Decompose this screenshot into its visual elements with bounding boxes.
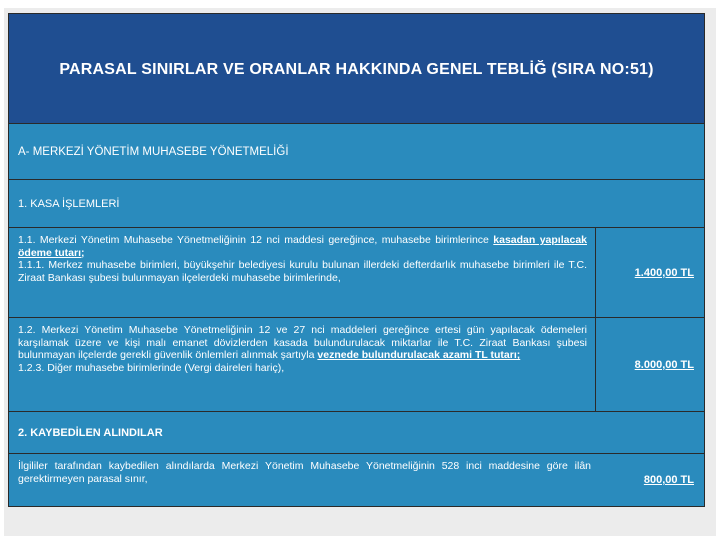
item-1-2-amount-cell (596, 318, 704, 411)
item-1-1-description (9, 228, 596, 317)
item-2-amount: 800,00 TL (643, 474, 694, 486)
table-row-1-2 (9, 318, 704, 412)
item-1-2-description (9, 318, 596, 411)
item-2-amount-cell (599, 454, 704, 506)
item-1-1-amount: 1.400,00 TL (634, 266, 694, 279)
section-1-row (9, 180, 704, 228)
item-1-1-1-text: 1.1.1. Merkez muhasebe birimleri, büyükşehir belediyesi kurulu bulunan illerdeki defterdarlık muhasebe birimleri ile T.C. Ziraat Bankası şubesi bulunmayan ilçelerdeki muhasebe birimlerinde, (18, 259, 587, 284)
item-1-2-emphasis: veznede bulundurulacak azami TL tutarı; (317, 349, 521, 362)
page-title: PARASAL SINIRLAR VE ORANLAR HAKKINDA GENEL TEBLİĞ (SIRA NO:51) (59, 60, 654, 78)
section-2-heading: 2. KAYBEDİLEN ALINDILAR (18, 426, 163, 439)
item-1-2-text: 1.2. Merkezi Yönetim Muhasebe Yönetmeliğinin 12 ve 27 nci maddeleri gereğince ertesi gün yapılacak ödemeleri karşılamak üzere ve kişi malı emanet dövizlerden kasada bulundurulacak miktarlar ile T.C. Ziraat Bankası şubesi bulunmayan ilçelerde gerekli güvenlik önlemleri alınmak şartıyla (18, 324, 587, 362)
table-row-2 (9, 454, 704, 506)
item-1-2-amount: 8.000,00 TL (634, 358, 694, 371)
section-a-row (9, 124, 704, 180)
section-1-heading: 1. KASA İŞLEMLERİ (18, 197, 120, 210)
item-2-description: İlgililer tarafından kaybedilen alındılarda Merkezi Yönetim Muhasebe Yönetmeliğinin 528 inci maddesine göre ilân gerektirmeyen parasal sınır, (18, 460, 591, 485)
title-row (9, 14, 704, 124)
regulation-table (8, 13, 705, 507)
item-1-2-3-text: 1.2.3. Diğer muhasebe birimlerinde (Vergi daireleri hariç), (18, 361, 285, 374)
section-a-heading: A- MERKEZİ YÖNETİM MUHASEBE YÖNETMELİĞİ (18, 145, 289, 158)
item-1-1-emphasis: kasadan yapılacak ödeme tutarı; (18, 234, 587, 259)
item-1-1-text: 1.1. Merkezi Yönetim Muhasebe Yönetmeliğinin 12 nci maddesi gereğince, muhasebe birimlerince (18, 234, 494, 246)
table-row-1-1 (9, 228, 704, 318)
section-2-row (9, 412, 704, 454)
item-1-1-amount-cell (596, 228, 704, 317)
